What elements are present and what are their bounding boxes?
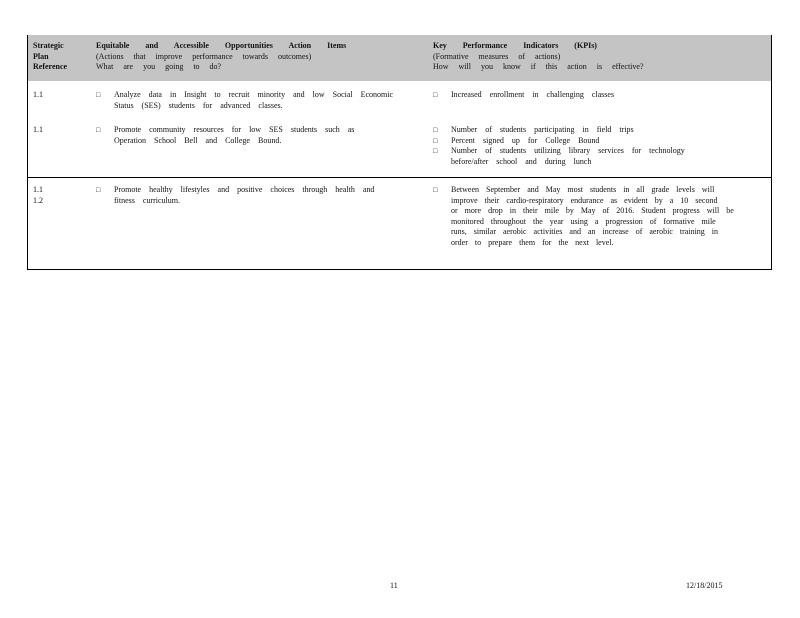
header-action-items [96, 41, 396, 73]
kpi-item [433, 90, 763, 101]
checkbox-bullet-icon: □ [433, 91, 438, 99]
header-strategic-plan-reference [33, 41, 93, 73]
header-col1-line: Plan [33, 51, 49, 61]
row-1-kpis [433, 90, 763, 101]
checkbox-bullet-icon: □ [96, 186, 101, 194]
kpi-text: order to prepare them for the next level. [451, 237, 614, 247]
checkbox-bullet-icon: □ [96, 126, 101, 134]
plan-ref: 1.1 [33, 90, 43, 99]
action-text: Status (SES) students for advanced classes. [114, 100, 283, 110]
checkbox-bullet-icon: □ [96, 91, 101, 99]
kpi-item [433, 125, 763, 136]
header-action-items-title: Equitable and Accessible Opportunities Action Items [96, 41, 347, 50]
kpi-text: before/after school and during lunch [451, 156, 592, 166]
row-2-actions [96, 125, 396, 146]
plan-ref: 1.1 [33, 185, 43, 194]
kpi-item [433, 185, 763, 248]
checkbox-bullet-icon: □ [433, 136, 438, 145]
kpi-text: Number of students utilizing library services for technology [451, 146, 685, 155]
checkbox-bullet-icon: □ [433, 147, 438, 155]
header-action-items-sub1: (Actions that improve performance towards outcomes) [96, 51, 312, 61]
row-1-actions [96, 90, 396, 111]
plan-ref: 1.2 [33, 195, 43, 205]
action-text: Promote healthy lifestyles and positive choices through health and [114, 185, 375, 194]
kpi-text: improve their cardio-respiratory endurance as evident by a 10 second [451, 195, 718, 205]
checkbox-bullet-icon: □ [433, 126, 438, 134]
header-action-items-sub2: What are you going to do? [96, 62, 222, 71]
checkbox-bullet-icon: □ [433, 186, 438, 194]
kpi-item [433, 146, 763, 167]
action-text: Operation School Bell and College Bound. [114, 135, 282, 145]
kpi-text: monitored throughout the year using a progression of formative mile [451, 216, 716, 226]
action-text: fitness curriculum. [114, 195, 180, 205]
row-3-actions [96, 185, 396, 206]
page-number: 11 [390, 581, 398, 590]
kpi-text: Between September and May most students in all grade levels will [451, 185, 715, 194]
row-3-kpis [433, 185, 763, 248]
action-item [96, 185, 396, 206]
table-header [28, 35, 771, 81]
header-kpis-sub2: How will you know if this action is effective? [433, 62, 644, 71]
header-col1-line: Strategic [33, 41, 64, 50]
plan-ref: 1.1 [33, 125, 43, 134]
kpi-text: runs, similar aerobic activities and an increase of aerobic training in [451, 227, 719, 236]
kpi-text: Percent signed up for College Bound [451, 135, 600, 145]
kpi-text: Number of students participating in field trips [451, 125, 634, 134]
kpi-item [433, 136, 763, 147]
row-divider [28, 177, 771, 178]
kpi-text: or more drop in their mile by May of 2016. Student progress will be [451, 206, 734, 215]
action-item [96, 125, 396, 146]
row-1-ref [33, 90, 93, 101]
header-kpis-title: Key Performance Indicators (KPIs) [433, 41, 597, 50]
action-text: Analyze data in Insight to recruit minority and low Social Economic [114, 90, 394, 99]
row-2-ref [33, 125, 93, 136]
action-item [96, 90, 396, 111]
row-2-kpis [433, 125, 763, 167]
footer-date: 12/18/2015 [686, 581, 723, 590]
kpi-text: Increased enrollment in challenging classes [451, 90, 615, 99]
header-kpis [433, 41, 763, 73]
header-col1-line: Reference [33, 62, 68, 71]
header-kpis-sub1: (Formative measures of actions) [433, 51, 561, 61]
action-text: Promote community resources for low SES students such as [114, 125, 355, 134]
kpi-table [27, 35, 772, 270]
row-3-ref [33, 185, 93, 206]
